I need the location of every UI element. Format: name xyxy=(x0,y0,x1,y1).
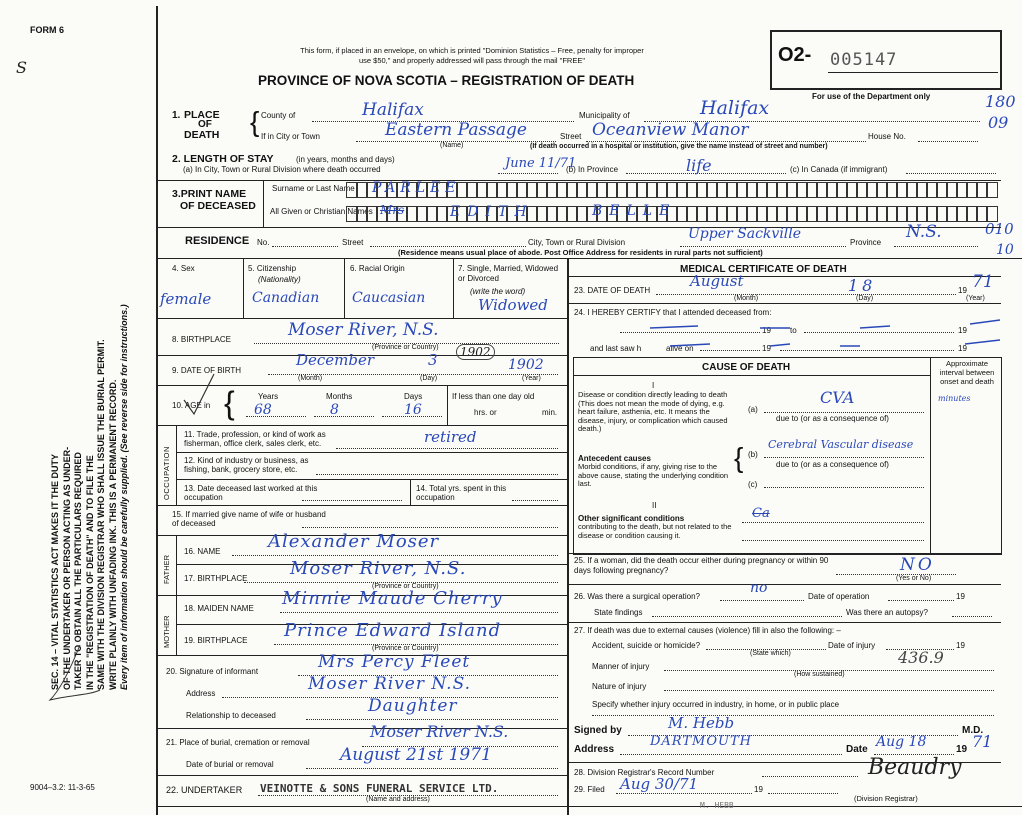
burial-place-value: Moser River N.S. xyxy=(370,722,509,741)
county-label: County of xyxy=(261,111,296,120)
sex-value: female xyxy=(160,290,212,308)
age-min-label: min. xyxy=(542,408,558,417)
row-rule xyxy=(176,452,567,453)
relationship-label: Relationship to deceased xyxy=(186,711,276,720)
stay-c-line xyxy=(906,173,996,174)
death-year-prefix: 19 xyxy=(958,286,967,295)
record-number-line xyxy=(762,776,858,777)
residence-city-value: Upper Sackville xyxy=(688,226,802,242)
hospital-note: (If death occurred in a hospital or institution, give the name instead of street and number) xyxy=(530,143,828,150)
residence-label: RESIDENCE xyxy=(185,235,250,247)
stay-b-value: life xyxy=(686,156,712,175)
pregnancy-label: 25. If a woman, did the death occur either during pregnancy or within 90 days following pregnancy? xyxy=(574,556,829,575)
dob-year-sub: (Year) xyxy=(522,375,541,382)
father-birthplace-sub: (Province or Country) xyxy=(372,583,439,590)
row-rule xyxy=(156,775,567,776)
medical-title: MEDICAL CERTIFICATE OF DEATH xyxy=(680,264,847,275)
dob-day-sub: (Day) xyxy=(420,375,438,382)
col-divider xyxy=(410,479,411,505)
dob-year-circled: 1902 xyxy=(456,344,495,360)
consequence-a: due to (or as a consequence of) xyxy=(776,414,889,423)
signed-label: Signed by xyxy=(574,725,622,736)
manner-value: 436.9 xyxy=(898,648,944,667)
bottom-rule xyxy=(156,806,1022,807)
side-notice-line: SAME WITH THE DIVISION REGISTRAR WHO SHALL ISSUE THE BURIAL PERMIT. xyxy=(96,339,106,690)
antecedent-title: Antecedent causes xyxy=(578,454,651,463)
stay-a-value: June 11/71 xyxy=(505,156,577,171)
autopsy-label: Was there an autopsy? xyxy=(846,608,928,617)
external-causes-label: 27. If death was due to external causes (violence) fill in also the following: – xyxy=(574,626,841,635)
death-day-sub: (Day) xyxy=(856,295,874,302)
certify-19b: 19 xyxy=(958,326,967,335)
autopsy-line xyxy=(952,616,992,617)
md-label: M.D. xyxy=(962,725,984,736)
side-notice-line: WRITE PLAINLY WITH UNFADING INK. THIS IS A PERMANENT RECORD. xyxy=(107,379,118,690)
injury-date-label: Date of injury xyxy=(828,641,876,650)
informant-label: 20. Signature of informant xyxy=(166,667,259,676)
municipality-label: Municipality of xyxy=(579,111,630,120)
age-line xyxy=(246,416,306,417)
filed-stamp: M. HEBB xyxy=(700,801,734,810)
industry-label: 12. Kind of industry or business, as fishing, bank, grocery store, etc. xyxy=(184,456,309,474)
dob-month: December xyxy=(296,351,375,369)
upper-section-rule xyxy=(156,258,1022,259)
cause-title: CAUSE OF DEATH xyxy=(702,362,791,373)
age-days-label: Days xyxy=(404,392,423,401)
pregnancy-sub: (Yes or No) xyxy=(896,575,932,582)
death-year-sub: (Year) xyxy=(966,295,985,302)
total-years-line xyxy=(512,500,558,501)
dob-year: 1902 xyxy=(508,357,544,373)
cause-a-value: CVA xyxy=(820,388,855,407)
father-name-label: 16. NAME xyxy=(184,547,221,556)
mother-birthplace-label: 19. BIRTHPLACE xyxy=(184,636,248,645)
undertaker-value: VEINOTTE & SONS FUNERAL SERVICE LTD. xyxy=(260,782,499,795)
nature-label: Nature of injury xyxy=(592,682,647,691)
informant-address-value: Moser River N.S. xyxy=(308,674,472,694)
s1-num: 1. xyxy=(172,110,181,121)
residence-province-line xyxy=(894,246,978,247)
findings-label: State findings xyxy=(594,608,643,617)
roman-two: II xyxy=(652,501,657,510)
operation-date-label: Date of operation xyxy=(808,592,870,601)
stay-b-label: (b) In Province xyxy=(566,165,619,174)
row-rule xyxy=(567,622,1001,623)
corner-mark: S xyxy=(16,58,27,77)
registration-prefix: O2- xyxy=(778,44,812,66)
cause-b-label: (b) xyxy=(748,450,758,459)
checkmark xyxy=(180,370,220,420)
form-title: PROVINCE OF NOVA SCOTIA – REGISTRATION OF DEATH xyxy=(258,73,635,88)
maiden-name-label: 18. MAIDEN NAME xyxy=(184,604,254,613)
signer-address-label: Address xyxy=(574,744,615,755)
filed-19: 19 xyxy=(754,785,763,794)
antecedent-label: Morbid conditions, if any, giving rise to the above cause, stating the underlying condition last. xyxy=(578,462,729,489)
citizenship-label: 5. Citizenship xyxy=(248,264,297,273)
row-rule xyxy=(567,303,1001,304)
side-notice-line: OF THE UNDERTAKER OR PERSON ACTING AS UNDER- xyxy=(61,446,72,690)
cause-b-line xyxy=(764,457,924,458)
death-day: 18 xyxy=(848,276,877,295)
spouse-line xyxy=(302,527,558,528)
last-worked-line xyxy=(302,500,402,501)
signed-date-value: Aug 18 xyxy=(876,734,927,750)
record-number-label: 28. Division Registrar's Record Number xyxy=(574,768,715,777)
cause-b-value: Cerebral Vascular disease xyxy=(768,438,914,451)
last-saw-label: and last saw h xyxy=(590,344,642,353)
age-years-value: 68 xyxy=(254,402,272,418)
death-date-label: 23. DATE OF DEATH xyxy=(574,286,651,295)
given-name-first: EDITH xyxy=(450,204,534,220)
nature-line xyxy=(664,690,994,691)
spouse-label: 15. If married give name of wife or husband of deceased xyxy=(172,510,326,528)
father-birthplace-label: 17. BIRTHPLACE xyxy=(184,574,248,583)
mother-birthplace-value: Prince Edward Island xyxy=(284,620,502,641)
citizenship-value: Canadian xyxy=(252,290,320,306)
marital-value: Widowed xyxy=(478,296,548,314)
registration-number: 005147 xyxy=(830,50,898,70)
stay-a-label: (a) In City, Town or Rural Division where death occurred xyxy=(183,165,381,174)
alive-19b: 19 xyxy=(958,344,967,353)
surgery-label: 26. Was there a surgical operation? xyxy=(574,592,700,601)
street-label: Street xyxy=(560,132,582,141)
place-label: PLACE xyxy=(184,109,220,121)
other-conditions-label: contributing to the death, but not related to the disease or condition causing it. xyxy=(578,522,732,540)
maiden-name-value: Minnie Maude Cherry xyxy=(282,588,503,609)
row-rule xyxy=(156,425,567,426)
age-brace: { xyxy=(224,385,235,421)
registrar-signature: Beaudry xyxy=(868,755,962,780)
row-rule xyxy=(567,276,1001,277)
city-label: If in City or Town xyxy=(261,132,320,141)
age-months-label: Months xyxy=(326,392,353,401)
burial-date-line xyxy=(306,768,558,769)
footer-code: 9004–3.2: 11-3-65 xyxy=(30,783,95,792)
filed-label: 29. Filed xyxy=(574,785,605,794)
col-divider xyxy=(453,258,454,318)
row-rule xyxy=(156,318,567,319)
dob-month-sub: (Month) xyxy=(298,375,323,382)
cause-c-line xyxy=(764,487,924,488)
other-line xyxy=(742,522,924,523)
row-rule xyxy=(567,553,1001,554)
undertaker-sub: (Name and address) xyxy=(366,796,430,803)
specify-line xyxy=(592,715,994,716)
of-deceased-label: OF DECEASED xyxy=(180,200,256,212)
signed-date-label: Date xyxy=(846,744,868,755)
trade-line xyxy=(336,448,558,449)
father-label-text: FATHER xyxy=(162,554,171,584)
registrar-sub: (Division Registrar) xyxy=(854,794,918,803)
burial-date-value: August 21st 1971 xyxy=(340,745,492,765)
surgery-value: no xyxy=(750,580,768,596)
father-name-value: Alexander Moser xyxy=(268,531,440,552)
interval-value: minutes xyxy=(938,394,971,403)
pregnancy-value: NO xyxy=(900,555,935,575)
row-rule xyxy=(156,505,567,506)
certify-19: 19 xyxy=(762,326,771,335)
side-notice-line: Every item of information should be carefully supplied. (See reverse side for instructions.) xyxy=(119,304,129,690)
signer-address-value: DARTMOUTH xyxy=(650,734,752,749)
consequence-b: due to (or as a consequence of) xyxy=(776,460,889,469)
dob-label: 9. DATE OF BIRTH xyxy=(172,366,242,375)
father-birthplace-value: Moser River, N.S. xyxy=(290,558,467,579)
marital-sub: (write the word) xyxy=(470,287,526,296)
alive-19: 19 xyxy=(762,344,771,353)
registration-number-box xyxy=(770,30,1002,90)
occupation-label-text: OCCUPATION xyxy=(162,446,171,500)
print-name-label xyxy=(172,188,246,200)
injury-19: 19 xyxy=(956,641,965,650)
specify-label: Specify whether injury occurred in industry, in home, or in public place xyxy=(592,700,840,709)
residence-street-label: Street xyxy=(342,238,364,247)
signed-value: M. Hebb xyxy=(668,714,735,732)
cause-a-label: (a) xyxy=(748,405,758,414)
surgery-line xyxy=(720,600,804,601)
given-names-label: All Given or Christian Names xyxy=(270,207,373,216)
age-label: 10. AGE in xyxy=(172,401,211,410)
trade-label: 11. Trade, profession, or kind of work as fisherman, office clerk, sales clerk, etc. xyxy=(184,430,326,448)
name-box-divider xyxy=(263,180,264,227)
trade-value: retired xyxy=(424,428,477,446)
dob-day: 3 xyxy=(428,351,438,369)
antecedent-brace: { xyxy=(734,442,744,473)
certify-to: to xyxy=(790,326,797,335)
filed-line xyxy=(616,793,752,794)
maiden-name-line xyxy=(280,612,558,613)
alive-on-label: alive on xyxy=(666,344,694,353)
informant-value: Mrs Percy Fleet xyxy=(318,652,471,672)
interval-divider xyxy=(930,357,931,553)
informant-address-label: Address xyxy=(186,689,216,698)
margin-scribble xyxy=(40,640,120,720)
relationship-line xyxy=(306,719,558,720)
burial-date-label: Date of burial or removal xyxy=(186,760,274,769)
surname-value: PARLEE xyxy=(372,180,461,196)
stay-c-label: (c) In Canada (if immigrant) xyxy=(790,165,888,174)
side-notice-line: SEC. 14 – VITAL STATISTICS ACT MAKES IT THE DUTY xyxy=(50,453,60,690)
house-label: House No. xyxy=(868,132,906,141)
age-days-value: 16 xyxy=(404,402,422,418)
county-value: Halifax xyxy=(362,100,424,120)
city-value: Eastern Passage xyxy=(385,120,527,140)
death-label: DEATH xyxy=(184,129,220,141)
residence-no-line xyxy=(272,246,338,247)
citizenship-sub: (Nationality) xyxy=(258,275,301,284)
filed-year-line xyxy=(768,793,838,794)
state-which-sub: (State which) xyxy=(750,650,791,657)
relationship-value: Daughter xyxy=(368,696,458,716)
death-year: 71 xyxy=(972,272,994,292)
residence-province-label: Province xyxy=(850,238,882,247)
col-divider xyxy=(344,258,345,318)
age-line xyxy=(314,416,374,417)
mother-label-text: MOTHER xyxy=(162,615,171,648)
surname-label: Surname or Last Name xyxy=(272,184,355,193)
name-box-bottom xyxy=(156,227,1001,228)
operation-date-line xyxy=(888,600,954,601)
death-month: August xyxy=(690,272,744,290)
form-label: FORM 6 xyxy=(30,25,65,35)
residence-city-label: City, Town or Rural Division xyxy=(528,238,626,247)
header-notice-line: This form, if placed in an envelope, on which is printed "Dominion Statistics – Free, penalty for improper xyxy=(300,46,644,55)
industry-line xyxy=(316,474,558,475)
signed-year-prefix: 19 xyxy=(956,744,968,755)
marital-label: 7. Single, Married, Widowed or Divorced xyxy=(458,264,559,283)
roman-one: I xyxy=(652,381,655,390)
mother-birthplace-sub: (Province or Country) xyxy=(372,645,439,652)
age-months-value: 8 xyxy=(330,402,339,418)
side-notice-line: IN THE "REGISTRATION OF DEATH" AND TO FILE THE xyxy=(84,455,95,690)
signer-address-line xyxy=(620,754,842,755)
side-notice-line: TAKER TO OBTAIN ALL THE PARTICULARS REQUIRED xyxy=(73,452,83,690)
other-struck: Ca xyxy=(752,506,770,521)
residence-city-line xyxy=(680,246,846,247)
residence-no-label: No. xyxy=(257,238,270,247)
row-rule xyxy=(176,479,567,480)
total-years-label: 14. Total yrs. spent in this occupation xyxy=(416,484,507,502)
signed-year: 71 xyxy=(972,732,993,751)
birthplace-sub: (Province or Country) xyxy=(372,344,439,351)
dept-use-label: For use of the Department only xyxy=(812,92,931,101)
death-month-sub: (Month) xyxy=(734,295,759,302)
other-line xyxy=(742,540,924,541)
registration-underline xyxy=(828,72,998,73)
certify-label: 24. I HEREBY CERTIFY that I attended deceased from: xyxy=(574,308,772,317)
occupation-divider xyxy=(176,425,177,505)
father-name-line xyxy=(232,555,558,556)
dept-code: 09 xyxy=(988,113,1009,132)
age-years-label: Years xyxy=(258,392,279,401)
disease-label: Disease or condition directly leading to death (This does not mean the mode of dying, e.g. heart failure, asthenia, etc. It means the disease, injury, or complication which caused death.) xyxy=(578,390,728,434)
accident-label: Accident, suicide or homicide? xyxy=(592,641,701,650)
interval-label: Approximate interval between onset and death xyxy=(939,359,995,386)
age-divider xyxy=(447,385,448,425)
birthplace-value: Moser River, N.S. xyxy=(288,320,439,340)
row-rule xyxy=(573,375,930,376)
manner-label: Manner of injury xyxy=(592,662,650,671)
racial-origin-value: Caucasian xyxy=(352,290,426,306)
dept-code: 10 xyxy=(996,242,1014,258)
stay-a-line xyxy=(498,173,558,174)
length-of-stay-sub: (in years, months and days) xyxy=(296,155,395,164)
residence-note: (Residence means usual place of abode. Post Office Address for residents in rural parts not sufficient) xyxy=(398,248,763,257)
operation-19: 19 xyxy=(956,592,965,601)
cause-a-line xyxy=(764,412,924,413)
row-rule xyxy=(567,584,1001,585)
age-hrs-label: hrs. or xyxy=(474,408,497,417)
cause-c-label: (c) xyxy=(748,480,758,489)
name-box-top xyxy=(156,180,1001,181)
street-value: Oceanview Manor xyxy=(592,120,749,140)
age-less-label: If less than one day old xyxy=(452,392,535,401)
last-worked-label: 13. Date deceased last worked at this occupation xyxy=(184,484,318,502)
sustained-sub: (How sustained) xyxy=(794,671,845,678)
age-line xyxy=(382,416,442,417)
name-sublabel: (Name) xyxy=(440,142,464,149)
mother-divider xyxy=(176,595,177,655)
sex-label: 4. Sex xyxy=(172,264,195,273)
certify-strikes xyxy=(640,316,1020,356)
name-letter-box xyxy=(986,182,998,198)
col-divider xyxy=(243,258,244,318)
municipality-value: Halifax xyxy=(700,97,770,119)
of-label: OF xyxy=(198,119,212,130)
dept-code: 010 xyxy=(985,220,1014,238)
header-notice xyxy=(212,46,732,66)
length-of-stay-label: 2. LENGTH OF STAY xyxy=(172,153,274,165)
death-date-line xyxy=(656,294,956,295)
undertaker-label: 22. UNDERTAKER xyxy=(166,785,243,795)
header-notice-line: use $50," and properly addressed will pass through the mail "FREE" xyxy=(358,56,586,65)
given-name-second: BELLE xyxy=(592,203,677,219)
birthplace-label: 8. BIRTHPLACE xyxy=(172,335,231,344)
s3-num: 3. xyxy=(172,188,181,200)
other-conditions-title: Other significant conditions xyxy=(578,514,685,523)
house-line xyxy=(918,141,978,142)
print-name-label-text: PRINT NAME xyxy=(180,188,247,200)
dept-code: 180 xyxy=(985,92,1016,111)
name-letter-box xyxy=(986,206,998,222)
brace: { xyxy=(250,106,260,137)
residence-province-value: N.S. xyxy=(906,222,942,242)
racial-origin-label: 6. Racial Origin xyxy=(350,264,405,273)
struck-title: Mrs xyxy=(380,203,405,217)
filed-value: Aug 30/71 xyxy=(620,775,699,793)
burial-place-label: 21. Place of burial, cremation or removal xyxy=(166,738,310,747)
residence-street-line xyxy=(370,246,526,247)
findings-line xyxy=(652,616,842,617)
